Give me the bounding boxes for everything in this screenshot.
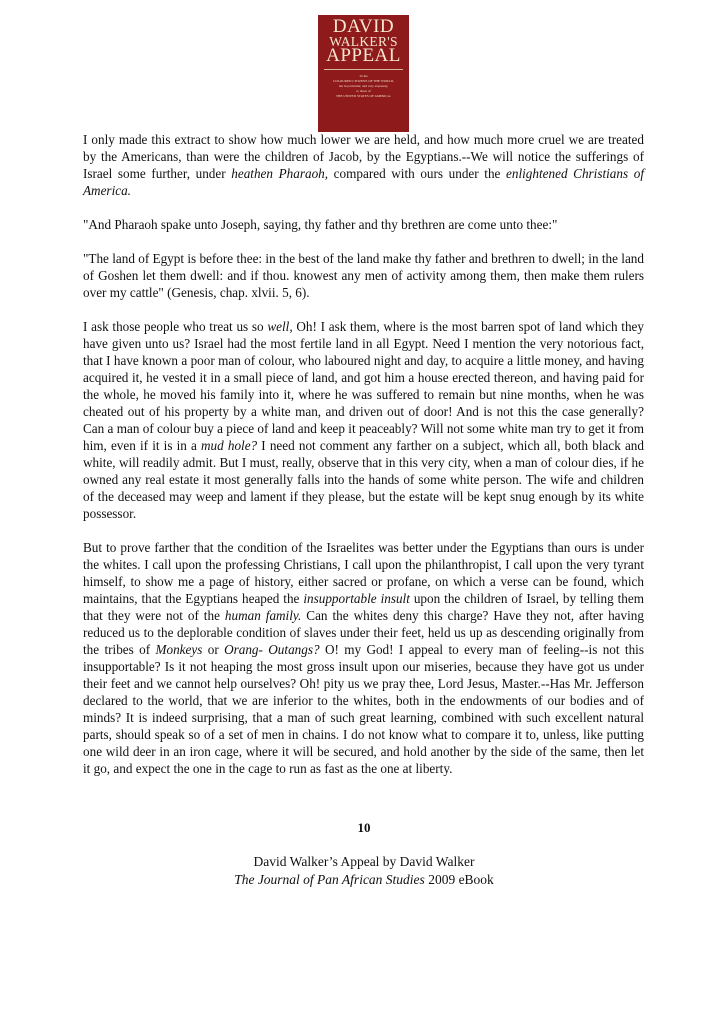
page-body [83,131,644,794]
cover-subtitle-3: but in particular, and very expressly, [338,84,389,88]
cover-title-david: DAVID [332,16,395,37]
book-cover-image [318,15,409,132]
italic-monkeys: Monkeys [155,642,203,657]
paragraph-2: "And Pharaoh spake unto Joseph, saying, thy father and thy brethren are come unto thee:" [83,217,558,232]
paragraph-4: I ask those people who treat us so well, Oh! I ask them, where is the most barren spot of land which they have given unto us? Israel had the most fertile land in all Egypt. Need I mention the very notorious fact, that I have known a poor man of colour, who laboured night and day, to acquire a little money, and having acquired it, he vested it in a small piece of land, and got him a house erected thereon, and having paid for the whole, he moved his family into it, where he was suffered to remain but nine months, when he was cheated out of his property by a white man, and driven out of door! And is not this the case generally? Can a man of colour buy a piece of land and keep it peaceably? Will not some white man try to get it from him, even if it is in a mud hole? I need not comment any farther on a subject, which all, both black and white, will readily admit. But I must, really, observe that in this very city, when a man of colour dies, if he owned any real estate it most generally falls into the hands of some white person. The wife and children of the deceased may weep and lament if they please, but the estate will be kept snug enough by its white possessor. [83,319,644,521]
cover-subtitle-4: to those of [356,89,371,93]
footer-journal-title: The Journal of Pan African Studies [234,872,425,887]
page-footer [0,853,728,889]
page-number: 10 [357,820,371,835]
cover-subtitle-1: To the [359,74,368,78]
italic-mud-hole: mud hole? [201,438,258,453]
paragraph-1: I only made this extract to show how much lower we are held, and how much more cruel we are treated by the Americans, than were the children of Jacob, by the Egyptians.--We will notice the sufferings of Israel some further, under heathen Pharaoh, compared with ours under the enlightened Christians of America. [83,132,644,198]
footer-line-2: The Journal of Pan African Studies 2009 eBook [234,872,494,887]
italic-well: well, [267,319,293,334]
cover-title-appeal: APPEAL [326,45,401,66]
italic-human-family: human family. [224,608,302,623]
cover-subtitle-5: THE UNITED STATES OF AMERICA. [335,94,391,98]
cover-subtitle-2: COLOURED CITIZENS OF THE WORLD, [333,79,394,83]
italic-enlightened-christians: enlightened Christians of America. [83,166,644,198]
paragraph-5: But to prove farther that the condition of the Israelites was better under the Egyptians than ours is under the whites. I call upon the professing Christians, I call upon the philanthropist, I call upon the very tyrant himself, to show me a page of history, either sacred or profane, on which a verse can be found, which maintains, that the Egyptians heaped the insupportable insult upon the children of Israel, by telling them that they were not of the human family. Can the whites deny this charge? Have they not, after having reduced us to the deplorable condition of slaves under their feet, held us up as descending originally from the tribes of Monkeys or Orang- Outangs? O! my God! I appeal to every man of feeling--is not this insupportable? Is it not heaping the most gross insult upon our miseries, because they have got us under their feet and we cannot help ourselves? Oh! pity us we pray thee, Lord Jesus, Master.--Has Mr. Jefferson declared to the world, that we are inferior to the whites, both in the endowments of our bodies and of minds? It is indeed surprising, that a man of such great learning, combined with such excellent natural parts, should speak so of a set of men in chains. I do not know what to compare it to, unless, like putting one wild deer in an iron cage, where it will be secured, and hold another by the side of the same, then let it go, and expect the one in the cage to run as fast as the one at liberty. [83,540,645,776]
italic-orang-outangs: Orang- Outangs? [224,642,320,657]
italic-heathen-pharaoh: heathen Pharaoh, [231,166,329,181]
cover-divider [324,69,403,70]
cover-title-walkers: WALKER'S [329,34,398,49]
italic-insupportable-insult: insupportable insult [303,591,410,606]
footer-line-1: David Walker’s Appeal by David Walker [253,854,475,869]
paragraph-3: "The land of Egypt is before thee: in the best of the land make thy father and brethren to dwell; in the land of Goshen let them dwell: and if thou. knowest any men of activity among them, then make them rulers over my cattle" (Genesis, chap. xlvii. 5, 6). [83,251,644,300]
